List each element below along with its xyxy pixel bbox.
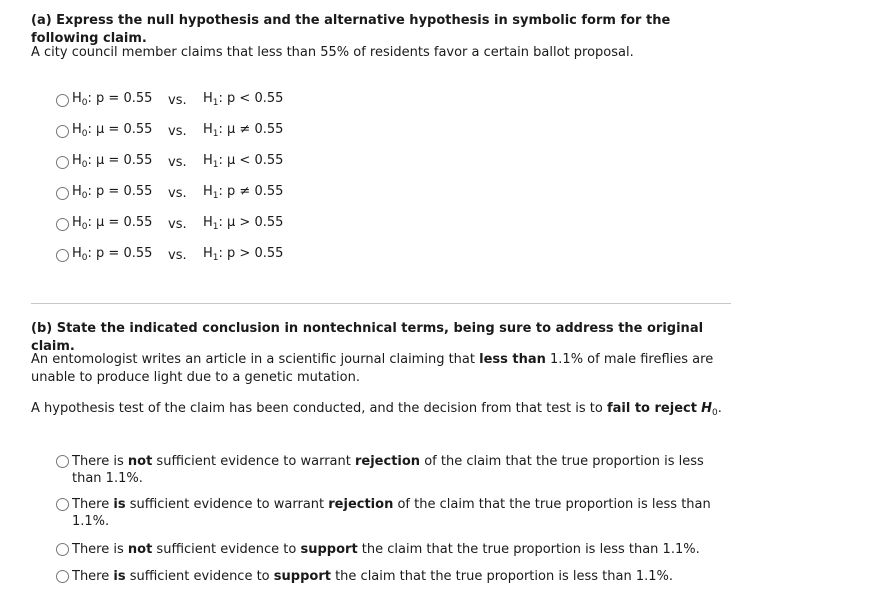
- radio-button[interactable]: [56, 249, 69, 262]
- radio-button[interactable]: [56, 187, 69, 200]
- null-hypothesis: $H_0$: μ = 0.55: [72, 122, 153, 139]
- alternative-hypothesis: $H_1$: p < 0.55: [203, 91, 284, 108]
- vs-label: vs.: [168, 248, 187, 263]
- part-a-heading: (a) Express the null hypothesis and the alternative hypothesis in symbolic form for the following claim.: [31, 13, 671, 46]
- part-b-claim: An entomologist writes an article in a scientific journal claiming that less than 1.1% of male fireflies are unable to produce light due to a genetic mutation.: [31, 352, 714, 385]
- conclusion-text: There is not sufficient evidence to support the claim that the true proportion is less than 1.1%.: [72, 542, 700, 557]
- null-hypothesis: $H_0$: p = 0.55: [72, 184, 153, 201]
- vs-label: vs.: [168, 217, 187, 232]
- vs-label: vs.: [168, 155, 187, 170]
- alternative-hypothesis: $H_1$: μ < 0.55: [203, 153, 284, 170]
- radio-button[interactable]: [56, 543, 69, 556]
- radio-button[interactable]: [56, 156, 69, 169]
- null-hypothesis: $H_0$: μ = 0.55: [72, 215, 153, 232]
- conclusion-text: There is not sufficient evidence to warrant rejection of the claim that the true proportion is less than 1.1%.: [72, 454, 704, 486]
- hypothesis-option[interactable]: [56, 247, 283, 265]
- vs-label: vs.: [168, 93, 187, 108]
- null-hypothesis: $H_0$: p = 0.55: [72, 91, 153, 108]
- conclusion-option[interactable]: [56, 496, 716, 530]
- vs-label: vs.: [168, 124, 187, 139]
- part-a-claim: A city council member claims that less than 55% of residents favor a certain ballot proposal.: [31, 45, 634, 60]
- null-hypothesis: $H_0$: p = 0.55: [72, 246, 153, 263]
- hypothesis-option[interactable]: [56, 123, 283, 141]
- null-hypothesis: $H_0$: μ = 0.55: [72, 153, 153, 170]
- conclusion-option[interactable]: [56, 453, 716, 487]
- alternative-hypothesis: $H_1$: μ ≠ 0.55: [203, 122, 284, 139]
- alternative-hypothesis: $H_1$: p > 0.55: [203, 246, 284, 263]
- radio-button[interactable]: [56, 125, 69, 138]
- conclusion-option[interactable]: [56, 568, 716, 585]
- vs-label: vs.: [168, 186, 187, 201]
- hypothesis-option[interactable]: [56, 216, 283, 234]
- conclusion-text: There is sufficient evidence to warrant rejection of the claim that the true proportion is less than 1.1%.: [72, 497, 711, 529]
- section-divider: [31, 303, 731, 304]
- radio-button[interactable]: [56, 570, 69, 583]
- hypothesis-option[interactable]: [56, 185, 283, 203]
- radio-button[interactable]: [56, 498, 69, 511]
- hypothesis-option[interactable]: [56, 92, 283, 110]
- alternative-hypothesis: $H_1$: μ > 0.55: [203, 215, 284, 232]
- radio-button[interactable]: [56, 218, 69, 231]
- conclusion-text: There is sufficient evidence to support the claim that the true proportion is less than 1.1%.: [72, 569, 673, 584]
- part-b-heading: (b) State the indicated conclusion in nontechnical terms, being sure to address the original claim.: [31, 321, 704, 354]
- conclusion-option[interactable]: [56, 541, 716, 558]
- radio-button[interactable]: [56, 455, 69, 468]
- alternative-hypothesis: $H_1$: p ≠ 0.55: [203, 184, 284, 201]
- radio-button[interactable]: [56, 94, 69, 107]
- part-b-test-decision: A hypothesis test of the claim has been conducted, and the decision from that test is to fail to reject $H_0$.: [31, 401, 722, 418]
- hypothesis-option[interactable]: [56, 154, 283, 172]
